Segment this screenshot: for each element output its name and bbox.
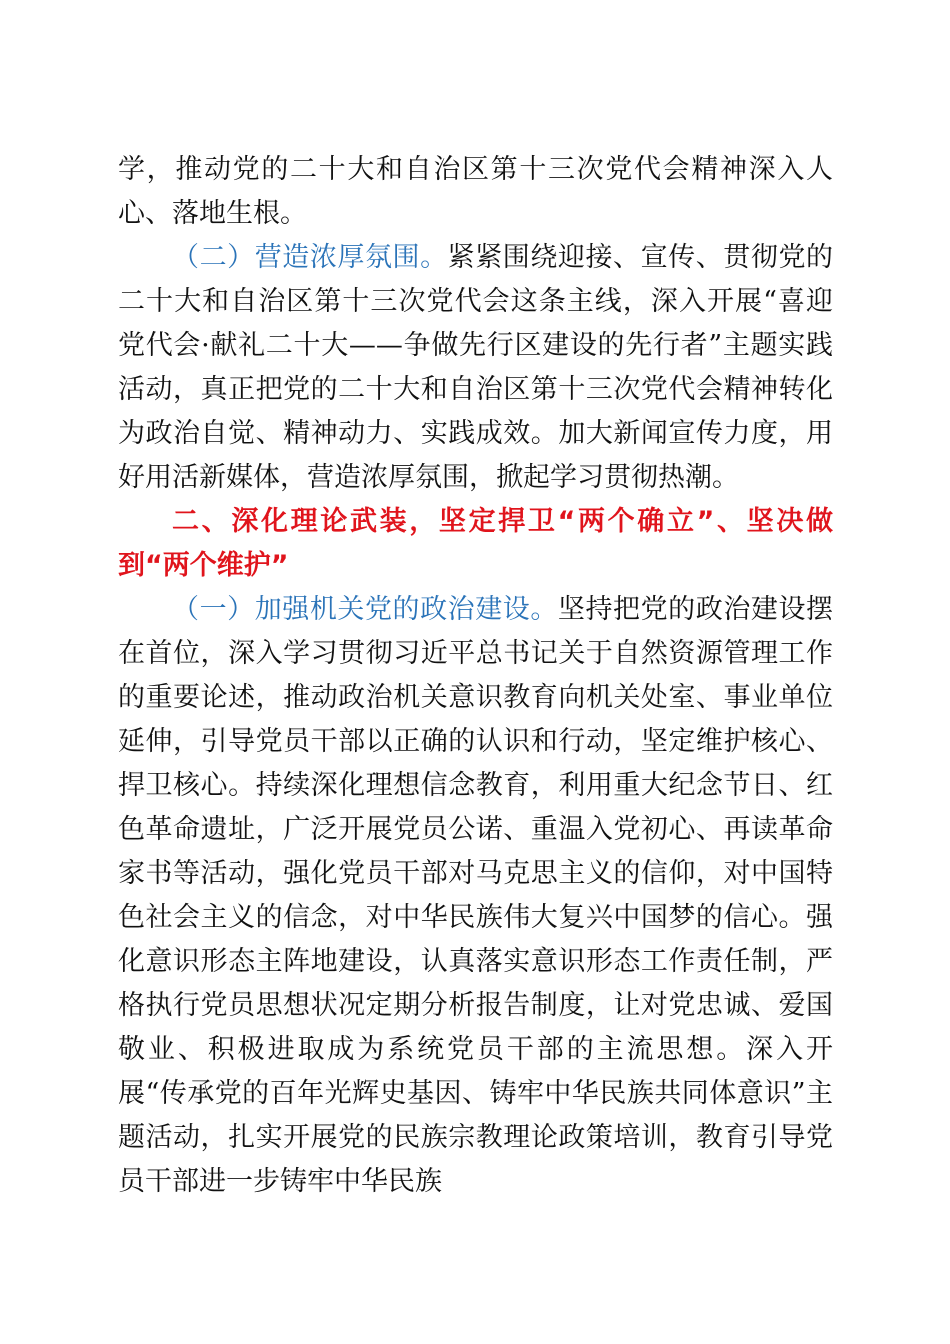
document-page (118, 148, 833, 1204)
paragraph-atmosphere (118, 236, 833, 500)
sub-heading-political-building: （一）加强机关党的政治建设。 (172, 594, 558, 625)
paragraph-body: 紧紧围绕迎接、宣传、贯彻党的二十大和自治区第十三次党代会这条主线，深入开展“喜迎党代会·献礼二十大——争做先行区建设的先行者”主题实践活动，真正把党的二十大和自治区第十三次党代会精神转化为政治自觉、精神动力、实践成效。加大新闻宣传力度，用好用活新媒体，营造浓厚氛围，掀起学习贯彻热潮。 (118, 242, 834, 493)
sub-heading-atmosphere: （二）营造浓厚氛围。 (172, 242, 448, 273)
paragraph-continued (118, 148, 833, 236)
paragraph-political-building (118, 588, 833, 1204)
paragraph-text: 学，推动党的二十大和自治区第十三次党代会精神深入人心、落地生根。 (118, 154, 833, 229)
section-heading-theory: 二、深化理论武装，坚定捍卫“两个确立”、坚决做到“两个维护” (118, 506, 833, 581)
paragraph-body: 坚持把党的政治建设摆在首位，深入学习贯彻习近平总书记关于自然资源管理工作的重要论述，推动政治机关意识教育向机关处室、事业单位延伸，引导党员干部以正确的认识和行动，坚定维护核心、捍卫核心。持续深化理想信念教育，利用重大纪念节日、红色革命遗址，广泛开展党员公诺、重温入党初心、再读革命家书等活动，强化党员干部对马克思主义的信仰，对中国特色社会主义的信念，对中华民族伟大复兴中国梦的信心。强化意识形态主阵地建设，认真落实意识形态工作责任制，严格执行党员思想状况定期分析报告制度，让对党忠诚、爱国敬业、积极进取成为系统党员干部的主流思想。深入开展“传承党的百年光辉史基因、铸牢中华民族共同体意识”主题活动，扎实开展党的民族宗教理论政策培训，教育引导党员干部进一步铸牢中华民族 (118, 594, 834, 1197)
